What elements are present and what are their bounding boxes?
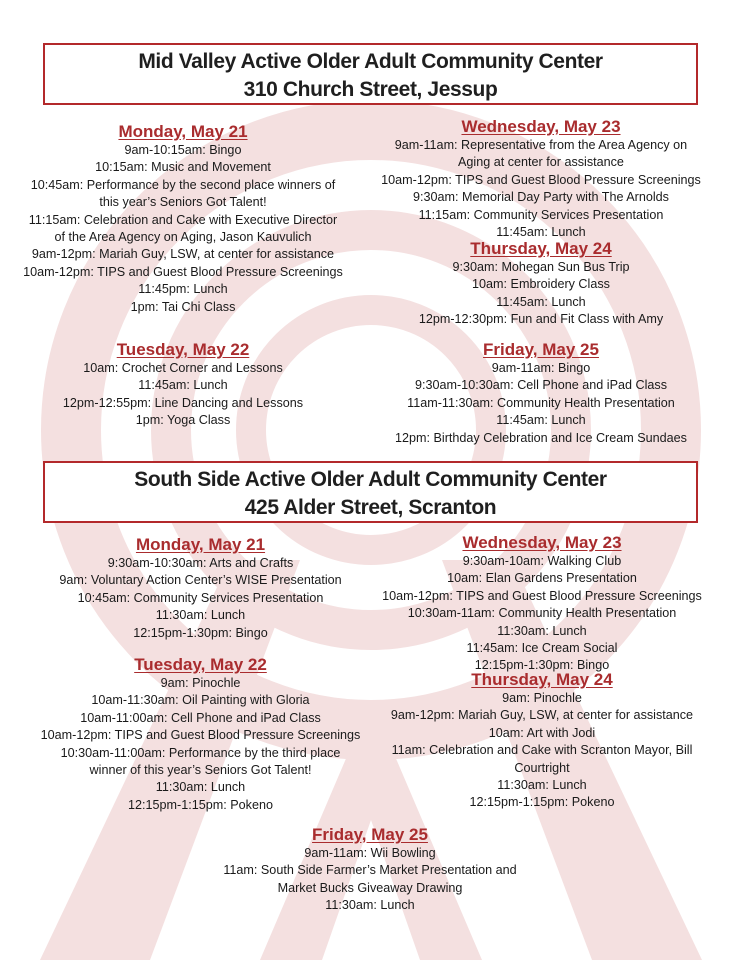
day-heading: Friday, May 25 <box>312 825 428 844</box>
center-name: South Side Active Older Adult Community Center <box>134 468 607 491</box>
schedule-item: 10am-11:30am: Oil Painting with Gloria <box>91 693 310 708</box>
schedule-day-tuesday <box>8 655 393 814</box>
schedule-item: 12:15pm-1:15pm: Pokeno <box>469 795 615 810</box>
schedule-item: Courtright <box>514 760 570 775</box>
schedule-item: 11:30am: Lunch <box>325 898 415 913</box>
schedule-item: this year’s Seniors Got Talent! <box>99 195 267 210</box>
center-address: 425 Alder Street, Scranton <box>244 496 497 519</box>
schedule-item: 10am-11:00am: Cell Phone and iPad Class <box>80 710 321 725</box>
day-heading: Monday, May 21 <box>118 122 248 141</box>
schedule-item: 9am-11am: Bingo <box>491 361 591 375</box>
schedule-item: 12:15pm-1:15pm: Pokeno <box>128 797 273 812</box>
schedule-item: Aging at center for assistance <box>458 155 624 170</box>
day-heading: Wednesday, May 23 <box>462 533 622 552</box>
schedule-day-friday <box>170 825 570 915</box>
schedule-item: 9:30am-10:30am: Cell Phone and iPad Class <box>414 378 668 393</box>
schedule-item: 11:45am: Lunch <box>496 294 586 309</box>
schedule-item: 10am: Embroidery Class <box>472 277 610 292</box>
schedule-item: 9am: Voluntary Action Center’s WISE Presentation <box>59 573 342 588</box>
schedule-item: 9am-12pm: Mariah Guy, LSW, at center for assistance <box>31 247 335 262</box>
schedule-day-wednesday <box>370 117 712 241</box>
schedule-item: 10:15am: Music and Movement <box>95 160 271 175</box>
schedule-item: 12:15pm-1:30pm: Bingo <box>133 625 268 640</box>
day-heading: Thursday, May 24 <box>471 670 613 689</box>
schedule-item: 9:30am: Memorial Day Party with The Arnolds <box>413 190 669 205</box>
day-heading: Thursday, May 24 <box>470 239 612 258</box>
schedule-item: 10am-12pm: TIPS and Guest Blood Pressure Screenings <box>23 264 343 279</box>
schedule-item: 11am: South Side Farmer’s Market Presentation and <box>223 863 517 878</box>
schedule-item: 9:30am-10:30am: Arts and Crafts <box>107 556 294 570</box>
schedule-item: 11:45pm: Lunch <box>138 282 228 297</box>
schedule-day-friday <box>370 340 712 447</box>
schedule-item: 12:15pm-1:30pm: Bingo <box>474 658 610 673</box>
schedule-day-monday <box>8 122 358 316</box>
schedule-item: winner of this year’s Seniors Got Talent! <box>89 763 312 778</box>
schedule-item: 10am-12pm: TIPS and Guest Blood Pressure Screenings <box>40 728 361 743</box>
schedule-item: 10am: Art with Jodi <box>488 725 596 740</box>
center-name: Mid Valley Active Older Adult Community Center <box>138 50 603 73</box>
schedule-item: 10am: Elan Gardens Presentation <box>447 571 637 586</box>
schedule-item: 12pm-12:30pm: Fun and Fit Class with Amy <box>418 312 664 327</box>
schedule-item: 11am-11:30am: Community Health Presentation <box>407 395 675 410</box>
day-heading: Wednesday, May 23 <box>461 117 621 136</box>
schedule-day-thursday <box>370 239 712 329</box>
schedule-day-monday <box>8 535 393 642</box>
schedule-day-tuesday <box>8 340 358 430</box>
schedule-item: 1pm: Yoga Class <box>135 413 231 428</box>
schedule-item: 9am-11am: Representative from the Area Agency on <box>394 138 688 152</box>
schedule-item: 12pm: Birthday Celebration and Ice Cream Sundaes <box>395 430 687 445</box>
schedule-item: 9am-11am: Wii Bowling <box>304 846 436 860</box>
schedule-item: 11:30am: Lunch <box>497 623 587 638</box>
schedule-item: 10:45am: Performance by the second place winners of <box>30 177 336 192</box>
schedule-item: 11:45am: Lunch <box>138 378 228 393</box>
schedule-item: 9:30am-10am: Walking Club <box>462 554 622 568</box>
schedule-item: 9am: Pinochle <box>502 691 582 705</box>
day-heading: Tuesday, May 22 <box>116 340 250 359</box>
schedule-item: 11:45am: Lunch <box>496 413 586 428</box>
day-heading: Friday, May 25 <box>483 340 599 359</box>
schedule-item: 11:30am: Lunch <box>155 780 246 795</box>
schedule-item: 11:15am: Community Services Presentation <box>418 207 664 222</box>
center-address: 310 Church Street, Jessup <box>243 78 498 101</box>
schedule-item: 11:15am: Celebration and Cake with Executive Director <box>28 212 338 227</box>
schedule-item: 10am-12pm: TIPS and Guest Blood Pressure Screenings <box>381 172 701 187</box>
schedule-day-thursday <box>372 670 712 812</box>
schedule-item: 11:45am: Ice Cream Social <box>466 641 618 656</box>
schedule-item: of the Area Agency on Aging, Jason Kauvulich <box>54 230 312 245</box>
schedule-item: 9am-12pm: Mariah Guy, LSW, at center for assistance <box>390 708 694 723</box>
schedule-item: 10am: Crochet Corner and Lessons <box>83 361 283 375</box>
schedule-item: 11:45am: Lunch <box>496 225 586 240</box>
schedule-item: 1pm: Tai Chi Class <box>130 299 236 314</box>
schedule-item: 9am-10:15am: Bingo <box>124 143 242 157</box>
schedule-day-wednesday <box>372 533 712 675</box>
schedule-item: 10:30am-11am: Community Health Presentation <box>407 606 677 621</box>
schedule-item: 11:30am: Lunch <box>497 778 587 793</box>
schedule-item: Market Bucks Giveaway Drawing <box>277 880 463 895</box>
schedule-item: 11:30am: Lunch <box>155 608 246 623</box>
day-heading: Monday, May 21 <box>135 535 266 554</box>
center-header-south-side <box>43 461 698 523</box>
schedule-item: 10am-12pm: TIPS and Guest Blood Pressure Screenings <box>382 588 702 603</box>
schedule-item: 11am: Celebration and Cake with Scranton Mayor, Bill <box>391 743 693 758</box>
schedule-item: 12pm-12:55pm: Line Dancing and Lessons <box>62 395 304 410</box>
schedule-item: 9:30am: Mohegan Sun Bus Trip <box>452 260 630 274</box>
day-heading: Tuesday, May 22 <box>134 655 267 674</box>
schedule-item: 10:45am: Community Services Presentation <box>77 590 324 605</box>
center-header-mid-valley <box>43 43 698 105</box>
schedule-item: 10:30am-11:00am: Performance by the third place <box>60 745 341 760</box>
schedule-item: 9am: Pinochle <box>160 676 241 690</box>
